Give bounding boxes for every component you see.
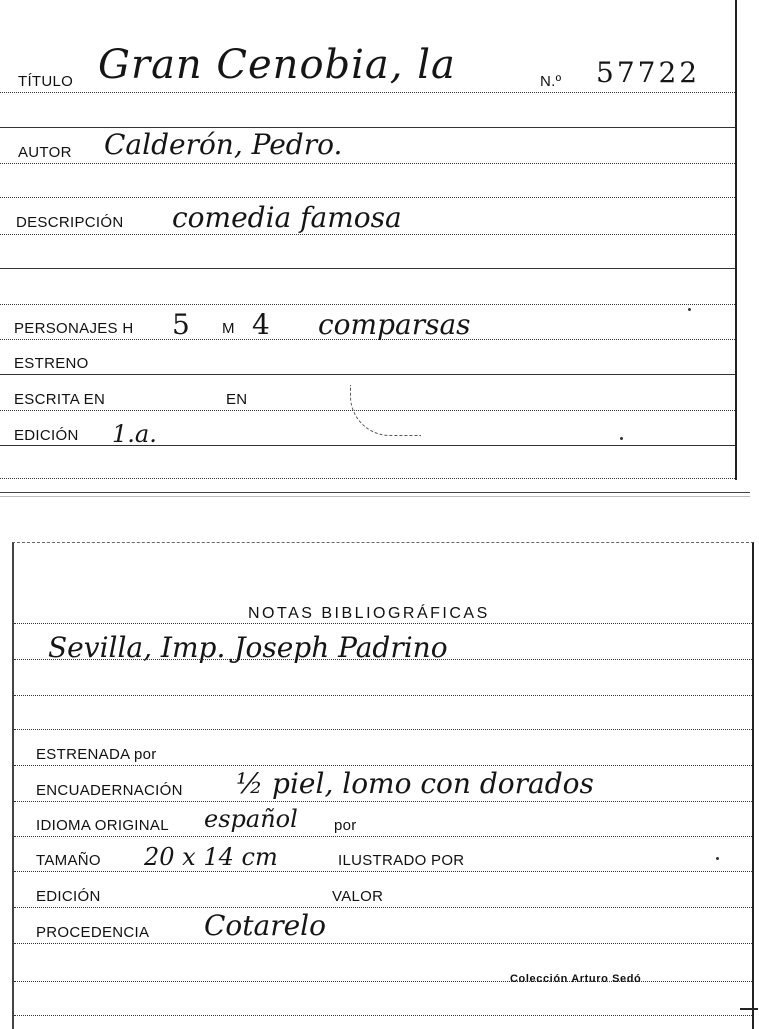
rule bbox=[14, 695, 752, 696]
autor-label: AUTOR bbox=[18, 144, 72, 161]
card-divider-line bbox=[0, 496, 750, 497]
autor-rule bbox=[0, 163, 735, 164]
numero-label: N.º bbox=[540, 73, 562, 90]
titulo-handwritten: Gran Cenobia, la bbox=[98, 42, 456, 88]
descripcion-handwritten: comedia famosa bbox=[172, 201, 402, 234]
edicion-rule bbox=[14, 907, 752, 908]
escrita-label: ESCRITA EN bbox=[14, 391, 106, 408]
notas-title: NOTAS BIBLIOGRÁFICAS bbox=[248, 605, 490, 622]
card-divider-line bbox=[0, 492, 750, 493]
edge-mark bbox=[740, 1008, 758, 1010]
rule bbox=[14, 1015, 752, 1016]
procedencia-handwritten: Cotarelo bbox=[204, 909, 326, 942]
estrenada-label: ESTRENADA por bbox=[36, 746, 157, 763]
rule bbox=[0, 304, 735, 305]
personajes-h-handwritten: 5 bbox=[172, 308, 190, 341]
encuadernacion-rule bbox=[14, 801, 752, 802]
notas-rule bbox=[14, 623, 752, 624]
ink-speck bbox=[688, 308, 691, 311]
edicion-rule bbox=[0, 445, 735, 446]
rule bbox=[14, 729, 752, 730]
personajes-extra-handwritten: comparsas bbox=[318, 308, 471, 341]
ink-speck bbox=[716, 857, 719, 860]
encuadernacion-handwritten: ½ piel, lomo con dorados bbox=[236, 767, 594, 800]
notas-handwritten: Sevilla, Imp. Joseph Padrino bbox=[48, 631, 448, 664]
tamano-handwritten: 20 x 14 cm bbox=[144, 843, 278, 871]
personajes-m-label: M bbox=[222, 320, 235, 337]
procedencia-rule bbox=[14, 943, 752, 944]
estreno-rule bbox=[0, 374, 735, 375]
escrita-en-label: EN bbox=[226, 391, 248, 408]
procedencia-label: PROCEDENCIA bbox=[36, 924, 150, 941]
edicion-label: EDICIÓN bbox=[14, 427, 79, 444]
rule bbox=[0, 197, 735, 198]
titulo-rule bbox=[0, 92, 735, 93]
idioma-handwritten: español bbox=[204, 805, 298, 833]
descripcion-rule bbox=[0, 234, 735, 235]
ilustrado-label: ILUSTRADO POR bbox=[338, 852, 465, 869]
edicion-handwritten: 1.a. bbox=[112, 420, 157, 448]
estrenada-rule bbox=[14, 765, 752, 766]
personajes-label: PERSONAJES H bbox=[14, 320, 134, 337]
idioma-por-label: por bbox=[334, 817, 357, 834]
valor-label: VALOR bbox=[332, 888, 384, 905]
descripcion-label: DESCRIPCIÓN bbox=[16, 214, 124, 231]
tamano-rule bbox=[14, 871, 752, 872]
catalog-card-back bbox=[12, 542, 754, 1029]
autor-handwritten: Calderón, Pedro. bbox=[104, 128, 343, 161]
coleccion-stamp: Colección Arturo Sedó bbox=[510, 973, 642, 985]
ink-speck bbox=[620, 437, 623, 440]
catalog-card-front bbox=[0, 0, 737, 480]
titulo-label: TÍTULO bbox=[18, 73, 74, 90]
rule bbox=[0, 268, 735, 269]
idioma-rule bbox=[14, 836, 752, 837]
paper-crease-mark bbox=[350, 385, 421, 436]
numero-handwritten: 57722 bbox=[596, 56, 701, 89]
estreno-label: ESTRENO bbox=[14, 355, 89, 372]
personajes-m-handwritten: 4 bbox=[252, 308, 270, 341]
edicion-label: EDICIÓN bbox=[36, 888, 101, 905]
tamano-label: TAMAÑO bbox=[36, 852, 101, 869]
encuadernacion-label: ENCUADERNACIÓN bbox=[36, 782, 183, 799]
rule bbox=[0, 478, 735, 479]
idioma-label: IDIOMA ORIGINAL bbox=[36, 817, 169, 834]
